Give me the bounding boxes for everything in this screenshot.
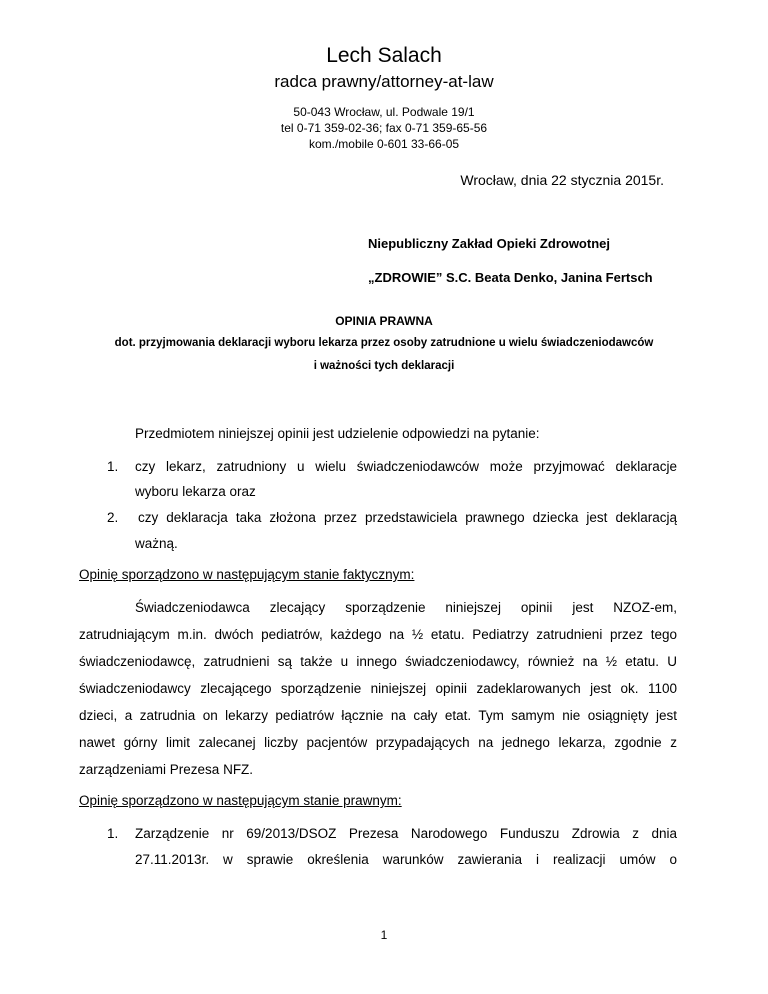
- question-2-number: 2.: [107, 510, 119, 525]
- law-heading: Opinię sporządzono w następującym stanie prawnym:: [79, 793, 402, 808]
- facts-line: świadczeniodawcy zlecającego sporządzenie niniejszej opinii zadeklarowanych jest ok. 1100: [79, 681, 677, 696]
- opinion-subtitle-2: i ważności tych deklaracji: [313, 360, 455, 372]
- author-name: Lech Salach: [326, 44, 442, 67]
- law-item-line-1: Zarządzenie nr 69/2013/DSOZ Prezesa Narodowego Funduszu Zdrowia z dnia: [135, 826, 677, 841]
- opinion-title: OPINIA PRAWNA: [335, 314, 433, 328]
- law-item-line-2: 27.11.2013r. w sprawie określenia warunków zawierania i realizacji umów o: [135, 852, 677, 867]
- letter-date: Wrocław, dnia 22 stycznia 2015r.: [460, 172, 664, 188]
- question-2-line-1: czy deklaracja taka złożona przez przedstawiciela prawnego dziecka jest deklaracją: [138, 510, 677, 525]
- mobile-line: kom./mobile 0-601 33-66-05: [308, 137, 460, 151]
- facts-line: nawet górny limit zalecanej liczby pacjentów przypadających na jednego lekarza, zgodnie z: [79, 735, 677, 750]
- facts-line: świadczeniodawcę, zatrudnieni są także u innego świadczeniodawcy, również na ½ etatu. U: [79, 654, 677, 669]
- facts-heading: Opinię sporządzono w następującym stanie faktycznym:: [79, 567, 415, 582]
- intro-paragraph: Przedmiotem niniejszej opinii jest udzielenie odpowiedzi na pytanie:: [135, 426, 540, 441]
- address-line: 50-043 Wrocław, ul. Podwale 19/1: [293, 105, 475, 119]
- facts-line: zarządzeniami Prezesa NFZ.: [79, 762, 254, 777]
- opinion-subtitle-1: dot. przyjmowania deklaracji wyboru lekarza przez osoby zatrudnione u wielu świadczeniodawców: [114, 337, 654, 349]
- page-number: 1: [380, 928, 388, 942]
- question-1-line-2: wyboru lekarza oraz: [135, 484, 256, 499]
- facts-line: zatrudniającym m.in. dwóch pediatrów, każdego na ½ etatu. Pediatrzy zatrudnieni przez tego: [79, 627, 677, 642]
- recipient-line-2: „ZDROWIE” S.C. Beata Denko, Janina Fertsch: [368, 270, 653, 285]
- facts-line: Świadczeniodawca zlecający sporządzenie niniejszej opinii jest NZOZ-em,: [135, 600, 677, 615]
- author-title: radca prawny/attorney-at-law: [274, 72, 494, 91]
- phone-line: tel 0-71 359-02-36; fax 0-71 359-65-56: [280, 121, 488, 135]
- recipient-line-1: Niepubliczny Zakład Opieki Zdrowotnej: [368, 236, 610, 251]
- law-item-number: 1.: [107, 826, 119, 841]
- question-1-line-1: czy lekarz, zatrudniony u wielu świadczeniodawców może przyjmować deklaracje: [135, 459, 677, 474]
- facts-line: dzieci, a zatrudnia on lekarzy pediatrów łącznie na cały etat. Tym samym nie osiągnięty jest: [79, 708, 677, 723]
- question-1-number: 1.: [107, 459, 119, 474]
- question-2-line-2: ważną.: [135, 536, 178, 551]
